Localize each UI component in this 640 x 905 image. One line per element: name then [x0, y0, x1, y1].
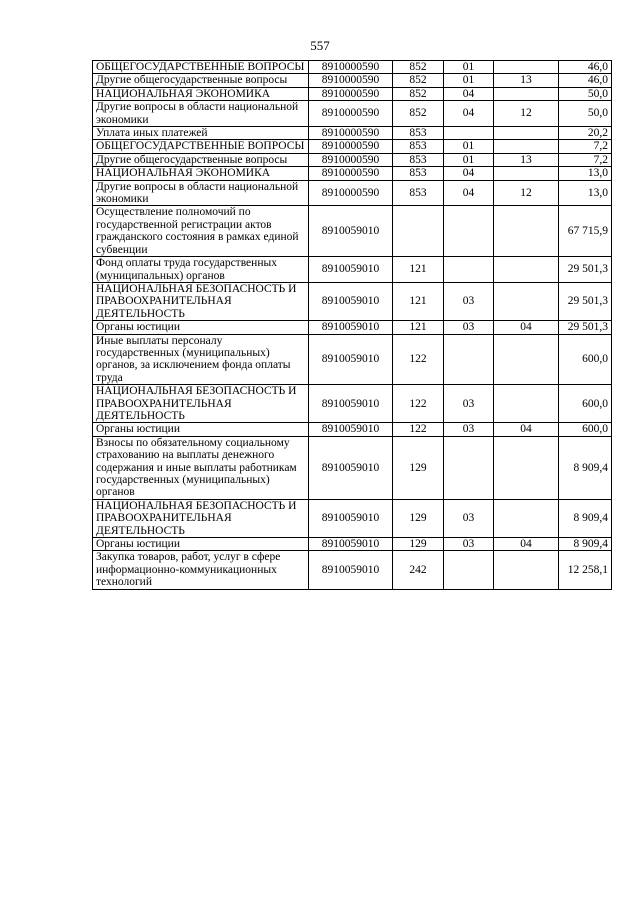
expense-type-cell: 852 — [393, 87, 444, 100]
target-article-cell: 8910059010 — [309, 206, 393, 257]
subsection-cell: 13 — [494, 74, 559, 87]
table-row — [93, 423, 612, 436]
target-article-cell: 8910059010 — [309, 257, 393, 283]
amount-cell: 50,0 — [559, 101, 612, 127]
table-row — [93, 74, 612, 87]
section-cell: 03 — [444, 321, 494, 334]
expense-type-cell: 852 — [393, 74, 444, 87]
expense-type-cell: 852 — [393, 101, 444, 127]
row-name-cell: НАЦИОНАЛЬНАЯ ЭКОНОМИКА — [93, 87, 309, 100]
row-name-cell: Другие общегосударственные вопросы — [93, 153, 309, 166]
row-name-cell: НАЦИОНАЛЬНАЯ БЕЗОПАСНОСТЬ И ПРАВООХРАНИТЕЛЬНАЯ ДЕЯТЕЛЬНОСТЬ — [93, 499, 309, 537]
table-row — [93, 87, 612, 100]
subsection-cell: 12 — [494, 180, 559, 206]
subsection-cell — [494, 87, 559, 100]
row-name-cell: Органы юстиции — [93, 321, 309, 334]
amount-cell: 46,0 — [559, 74, 612, 87]
target-article-cell: 8910059010 — [309, 538, 393, 551]
expense-type-cell: 852 — [393, 61, 444, 74]
subsection-cell — [494, 167, 559, 180]
subsection-cell — [494, 499, 559, 537]
subsection-cell — [494, 436, 559, 499]
expense-type-cell — [393, 206, 444, 257]
target-article-cell: 8910059010 — [309, 436, 393, 499]
section-cell: 03 — [444, 499, 494, 537]
subsection-cell — [494, 282, 559, 320]
table-row — [93, 206, 612, 257]
subsection-cell: 04 — [494, 538, 559, 551]
table-row — [93, 321, 612, 334]
amount-cell: 50,0 — [559, 87, 612, 100]
expense-type-cell: 853 — [393, 127, 444, 140]
section-cell: 03 — [444, 282, 494, 320]
target-article-cell: 8910000590 — [309, 61, 393, 74]
page-number: 557 — [310, 38, 330, 53]
amount-cell: 20,2 — [559, 127, 612, 140]
expense-type-cell: 122 — [393, 334, 444, 385]
row-name-cell: Взносы по обязательному социальному страхованию на выплаты денежного содержания и иные выплаты работникам государственных (муниципальных) органов — [93, 436, 309, 499]
amount-cell: 29 501,3 — [559, 282, 612, 320]
row-name-cell: НАЦИОНАЛЬНАЯ БЕЗОПАСНОСТЬ И ПРАВООХРАНИТЕЛЬНАЯ ДЕЯТЕЛЬНОСТЬ — [93, 385, 309, 423]
expense-type-cell: 242 — [393, 551, 444, 589]
budget-table — [92, 60, 612, 590]
table-row — [93, 153, 612, 166]
section-cell: 03 — [444, 538, 494, 551]
row-name-cell: Иные выплаты персоналу государственных (муниципальных) органов, за исключением фонда оплаты труда — [93, 334, 309, 385]
row-name-cell: Другие вопросы в области национальной экономики — [93, 101, 309, 127]
table-row — [93, 127, 612, 140]
row-name-cell: ОБЩЕГОСУДАРСТВЕННЫЕ ВОПРОСЫ — [93, 140, 309, 153]
amount-cell: 29 501,3 — [559, 257, 612, 283]
amount-cell: 7,2 — [559, 140, 612, 153]
amount-cell: 29 501,3 — [559, 321, 612, 334]
target-article-cell: 8910000590 — [309, 74, 393, 87]
expense-type-cell: 853 — [393, 140, 444, 153]
row-name-cell: НАЦИОНАЛЬНАЯ ЭКОНОМИКА — [93, 167, 309, 180]
section-cell — [444, 551, 494, 589]
subsection-cell — [494, 385, 559, 423]
table-row — [93, 167, 612, 180]
expense-type-cell: 129 — [393, 538, 444, 551]
subsection-cell — [494, 61, 559, 74]
expense-type-cell: 122 — [393, 423, 444, 436]
target-article-cell: 8910059010 — [309, 282, 393, 320]
table-row — [93, 282, 612, 320]
section-cell — [444, 436, 494, 499]
table-row — [93, 551, 612, 589]
subsection-cell: 13 — [494, 153, 559, 166]
section-cell — [444, 257, 494, 283]
target-article-cell: 8910059010 — [309, 423, 393, 436]
table-row — [93, 257, 612, 283]
table-row — [93, 385, 612, 423]
section-cell — [444, 127, 494, 140]
section-cell: 03 — [444, 423, 494, 436]
expense-type-cell: 122 — [393, 385, 444, 423]
subsection-cell: 04 — [494, 423, 559, 436]
section-cell: 04 — [444, 87, 494, 100]
expense-type-cell: 853 — [393, 153, 444, 166]
target-article-cell: 8910000590 — [309, 153, 393, 166]
section-cell: 01 — [444, 153, 494, 166]
row-name-cell: НАЦИОНАЛЬНАЯ БЕЗОПАСНОСТЬ И ПРАВООХРАНИТЕЛЬНАЯ ДЕЯТЕЛЬНОСТЬ — [93, 282, 309, 320]
target-article-cell: 8910000590 — [309, 167, 393, 180]
row-name-cell: Фонд оплаты труда государственных (муниципальных) органов — [93, 257, 309, 283]
table-row — [93, 499, 612, 537]
table-row — [93, 101, 612, 127]
row-name-cell: ОБЩЕГОСУДАРСТВЕННЫЕ ВОПРОСЫ — [93, 61, 309, 74]
expense-type-cell: 121 — [393, 282, 444, 320]
table-row — [93, 334, 612, 385]
section-cell — [444, 334, 494, 385]
amount-cell: 600,0 — [559, 385, 612, 423]
section-cell: 04 — [444, 180, 494, 206]
amount-cell: 46,0 — [559, 61, 612, 74]
table-row — [93, 538, 612, 551]
row-name-cell: Уплата иных платежей — [93, 127, 309, 140]
budget-table-body — [93, 61, 612, 590]
amount-cell: 600,0 — [559, 334, 612, 385]
amount-cell: 8 909,4 — [559, 499, 612, 537]
expense-type-cell: 121 — [393, 257, 444, 283]
target-article-cell: 8910000590 — [309, 127, 393, 140]
section-cell: 01 — [444, 140, 494, 153]
amount-cell: 8 909,4 — [559, 538, 612, 551]
expense-type-cell: 121 — [393, 321, 444, 334]
target-article-cell: 8910059010 — [309, 499, 393, 537]
subsection-cell — [494, 206, 559, 257]
amount-cell: 13,0 — [559, 180, 612, 206]
amount-cell: 12 258,1 — [559, 551, 612, 589]
table-row — [93, 140, 612, 153]
target-article-cell: 8910059010 — [309, 551, 393, 589]
section-cell: 04 — [444, 101, 494, 127]
section-cell: 04 — [444, 167, 494, 180]
row-name-cell: Другие вопросы в области национальной экономики — [93, 180, 309, 206]
expense-type-cell: 853 — [393, 180, 444, 206]
target-article-cell: 8910059010 — [309, 334, 393, 385]
table-row — [93, 436, 612, 499]
amount-cell: 13,0 — [559, 167, 612, 180]
target-article-cell: 8910059010 — [309, 321, 393, 334]
section-cell: 01 — [444, 74, 494, 87]
expense-type-cell: 129 — [393, 436, 444, 499]
section-cell: 01 — [444, 61, 494, 74]
subsection-cell — [494, 551, 559, 589]
subsection-cell — [494, 140, 559, 153]
subsection-cell — [494, 127, 559, 140]
target-article-cell: 8910000590 — [309, 87, 393, 100]
row-name-cell: Закупка товаров, работ, услуг в сфере информационно-коммуникационных технологий — [93, 551, 309, 589]
target-article-cell: 8910000590 — [309, 101, 393, 127]
table-row — [93, 180, 612, 206]
section-cell: 03 — [444, 385, 494, 423]
row-name-cell: Органы юстиции — [93, 423, 309, 436]
target-article-cell: 8910000590 — [309, 140, 393, 153]
expense-type-cell: 853 — [393, 167, 444, 180]
amount-cell: 67 715,9 — [559, 206, 612, 257]
amount-cell: 600,0 — [559, 423, 612, 436]
row-name-cell: Другие общегосударственные вопросы — [93, 74, 309, 87]
amount-cell: 7,2 — [559, 153, 612, 166]
target-article-cell: 8910000590 — [309, 180, 393, 206]
subsection-cell: 12 — [494, 101, 559, 127]
subsection-cell — [494, 334, 559, 385]
row-name-cell: Органы юстиции — [93, 538, 309, 551]
row-name-cell: Осуществление полномочий по государственной регистрации актов гражданского состояния в рамках единой субвенции — [93, 206, 309, 257]
expense-type-cell: 129 — [393, 499, 444, 537]
subsection-cell — [494, 257, 559, 283]
target-article-cell: 8910059010 — [309, 385, 393, 423]
section-cell — [444, 206, 494, 257]
subsection-cell: 04 — [494, 321, 559, 334]
amount-cell: 8 909,4 — [559, 436, 612, 499]
table-row — [93, 61, 612, 74]
